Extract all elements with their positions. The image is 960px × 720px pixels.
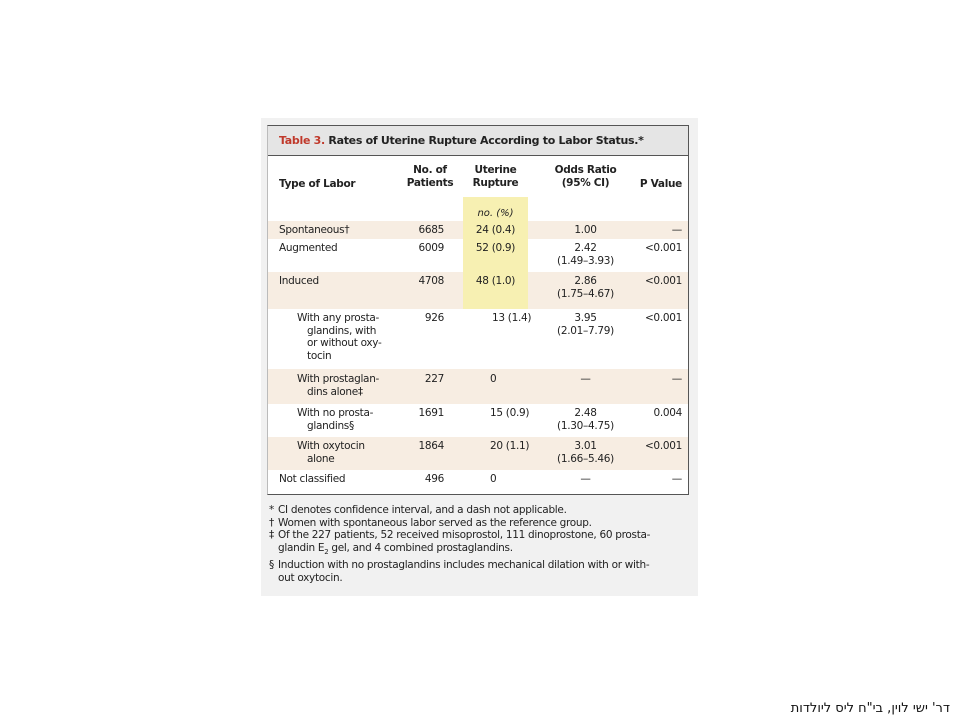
row-rupture: 20 (1.1) — [490, 440, 530, 452]
row-label: Induced — [279, 275, 319, 287]
header-patients: No. of Patients — [406, 164, 454, 189]
row-odds-ratio: 2.48 (1.30–4.75) — [557, 407, 614, 432]
row-p-value: <0.001 — [644, 275, 682, 287]
row-p-value: <0.001 — [644, 242, 682, 254]
row-patients: 926 — [424, 312, 444, 324]
header-unit: no. (%) — [477, 208, 514, 219]
row-rupture: 52 (0.9) — [475, 242, 516, 254]
row-odds-ratio: — — [580, 473, 591, 485]
row-p-value: — — [671, 473, 682, 485]
footnote: § Induction with no prostaglandins includes mechanical dilation with or with- out oxytocin. — [269, 558, 650, 584]
row-label: With prostaglan- dins alone‡ — [297, 373, 380, 398]
row-p-value: — — [671, 373, 682, 385]
row-p-value: — — [671, 224, 682, 236]
row-patients: 6685 — [418, 224, 444, 236]
row-patients: 1864 — [418, 440, 444, 452]
row-label: With any prosta- glandins, with or without oxy- tocin — [297, 312, 382, 362]
row-rupture: 0 — [490, 373, 497, 385]
row-odds-ratio: 3.95 (2.01–7.79) — [557, 312, 614, 337]
footnote: † Women with spontaneous labor served as the reference group. — [269, 516, 592, 529]
header-uterine-rupture: Uterine Rupture — [472, 164, 519, 189]
row-odds-ratio: — — [580, 373, 591, 385]
row-patients: 227 — [424, 373, 444, 385]
table-row — [268, 272, 688, 309]
row-patients: 496 — [424, 473, 444, 485]
row-p-value: 0.004 — [653, 407, 682, 419]
footnote: * CI denotes confidence interval, and a dash not applicable. — [269, 504, 567, 516]
table-row — [268, 437, 688, 470]
slide-credit: דר' ישי לוין, בי"ח ליס ליולדות — [790, 701, 950, 716]
table-row — [268, 221, 688, 239]
table-row — [268, 309, 688, 369]
table-title-text: Rates of Uterine Rupture According to Labor Status.* — [324, 134, 644, 147]
table-row — [268, 470, 688, 492]
data-table — [267, 125, 689, 495]
row-rupture: 48 (1.0) — [475, 275, 516, 287]
row-patients: 4708 — [418, 275, 444, 287]
table-title — [268, 126, 688, 156]
row-rupture: 15 (0.9) — [490, 407, 530, 419]
row-rupture: 13 (1.4) — [492, 312, 532, 324]
row-rupture: 24 (0.4) — [475, 224, 516, 236]
header-p-value: P Value — [639, 178, 682, 190]
row-label: Augmented — [279, 242, 338, 254]
row-label: Spontaneous† — [279, 224, 350, 236]
row-label: Not classified — [279, 473, 346, 485]
footnote: ‡ Of the 227 patients, 52 received misoprostol, 111 dinoprostone, 60 prosta- glandin $E_2$ gel, and 4 combined prostaglandins. — [269, 529, 651, 557]
row-p-value: <0.001 — [644, 312, 682, 324]
row-label: With no prosta- glandins§ — [297, 407, 374, 432]
row-rupture: 0 — [490, 473, 497, 485]
row-odds-ratio: 2.42 (1.49–3.93) — [557, 242, 614, 267]
row-patients: 1691 — [418, 407, 444, 419]
row-odds-ratio: 2.86 (1.75–4.67) — [557, 275, 614, 300]
header-odds-ratio: Odds Ratio (95% CI) — [554, 164, 617, 189]
row-label: With oxytocin alone — [297, 440, 365, 465]
row-odds-ratio: 3.01 (1.66–5.46) — [557, 440, 614, 465]
table-row — [268, 239, 688, 272]
table-row — [268, 404, 688, 437]
footnotes — [269, 504, 687, 584]
row-p-value: <0.001 — [644, 440, 682, 452]
table-row — [268, 369, 688, 404]
header-type-of-labor: Type of Labor — [279, 178, 356, 190]
row-patients: 6009 — [418, 242, 444, 254]
table-figure — [261, 118, 698, 596]
row-odds-ratio: 1.00 — [574, 224, 597, 236]
table-number: Table 3. — [279, 134, 325, 147]
